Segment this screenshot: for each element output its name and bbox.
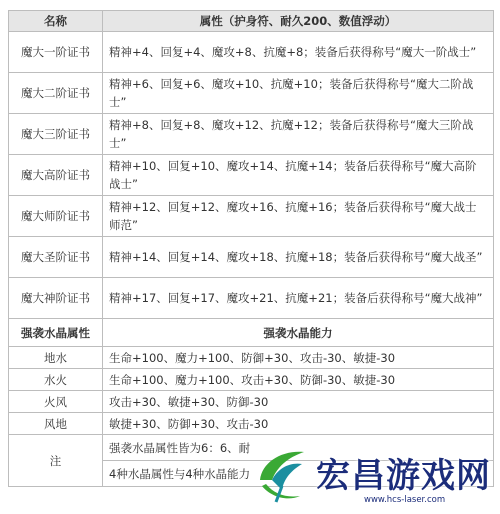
watermark-url: www.hcs-laser.com [364, 495, 446, 505]
crystal-name: 地水 [9, 347, 103, 369]
crystal-header-name: 强袭水晶属性 [9, 319, 103, 347]
crystal-desc: 生命+100、魔力+100、防御+30、攻击-30、敏捷-30 [103, 347, 494, 369]
crystal-name: 水火 [9, 369, 103, 391]
note-line-2: 4种水晶属性与4种水晶能力 [103, 461, 494, 487]
book-name: 魔大师阶证书 [9, 196, 103, 237]
leaf-logo-icon [252, 446, 310, 506]
book-desc: 精神+6、回复+6、魔攻+10、抗魔+10；装备后获得称号“魔大二阶战士” [103, 73, 494, 114]
crystal-header-ability: 强袭水晶能力 [103, 319, 494, 347]
certificate-table [8, 10, 494, 487]
book-name: 魔大一阶证书 [9, 32, 103, 73]
book-desc: 精神+8、回复+8、魔攻+12、抗魔+12；装备后获得称号“魔大三阶战士” [103, 114, 494, 155]
watermark-text: 宏昌游戏网 [316, 456, 491, 496]
crystal-name: 火风 [9, 391, 103, 413]
crystal-desc: 敏捷+30、防御+30、攻击-30 [103, 413, 494, 435]
note-label: 注 [9, 435, 103, 487]
header-name: 名称 [9, 11, 103, 32]
book-desc: 精神+17、回复+17、魔攻+21、抗魔+21；装备后获得称号“魔大战神” [103, 278, 494, 319]
crystal-desc: 攻击+30、敏捷+30、防御-30 [103, 391, 494, 413]
book-name: 魔大三阶证书 [9, 114, 103, 155]
crystal-desc: 生命+100、魔力+100、攻击+30、防御-30、敏捷-30 [103, 369, 494, 391]
book-desc: 精神+10、回复+10、魔攻+14、抗魔+14；装备后获得称号“魔大高阶战士” [103, 155, 494, 196]
book-name: 魔大二阶证书 [9, 73, 103, 114]
crystal-name: 风地 [9, 413, 103, 435]
book-name: 魔大高阶证书 [9, 155, 103, 196]
note-line-1: 强袭水晶属性皆为6：6、耐 [103, 435, 494, 461]
header-attr: 属性（护身符、耐久200、数值浮动） [103, 11, 494, 32]
book-desc: 精神+12、回复+12、魔攻+16、抗魔+16；装备后获得称号“魔大战士师范” [103, 196, 494, 237]
book-desc: 精神+4、回复+4、魔攻+8、抗魔+8；装备后获得称号“魔大一阶战士” [103, 32, 494, 73]
book-desc: 精神+14、回复+14、魔攻+18、抗魔+18；装备后获得称号“魔大战圣” [103, 237, 494, 278]
site-watermark [246, 440, 500, 514]
book-name: 魔大神阶证书 [9, 278, 103, 319]
book-name: 魔大圣阶证书 [9, 237, 103, 278]
